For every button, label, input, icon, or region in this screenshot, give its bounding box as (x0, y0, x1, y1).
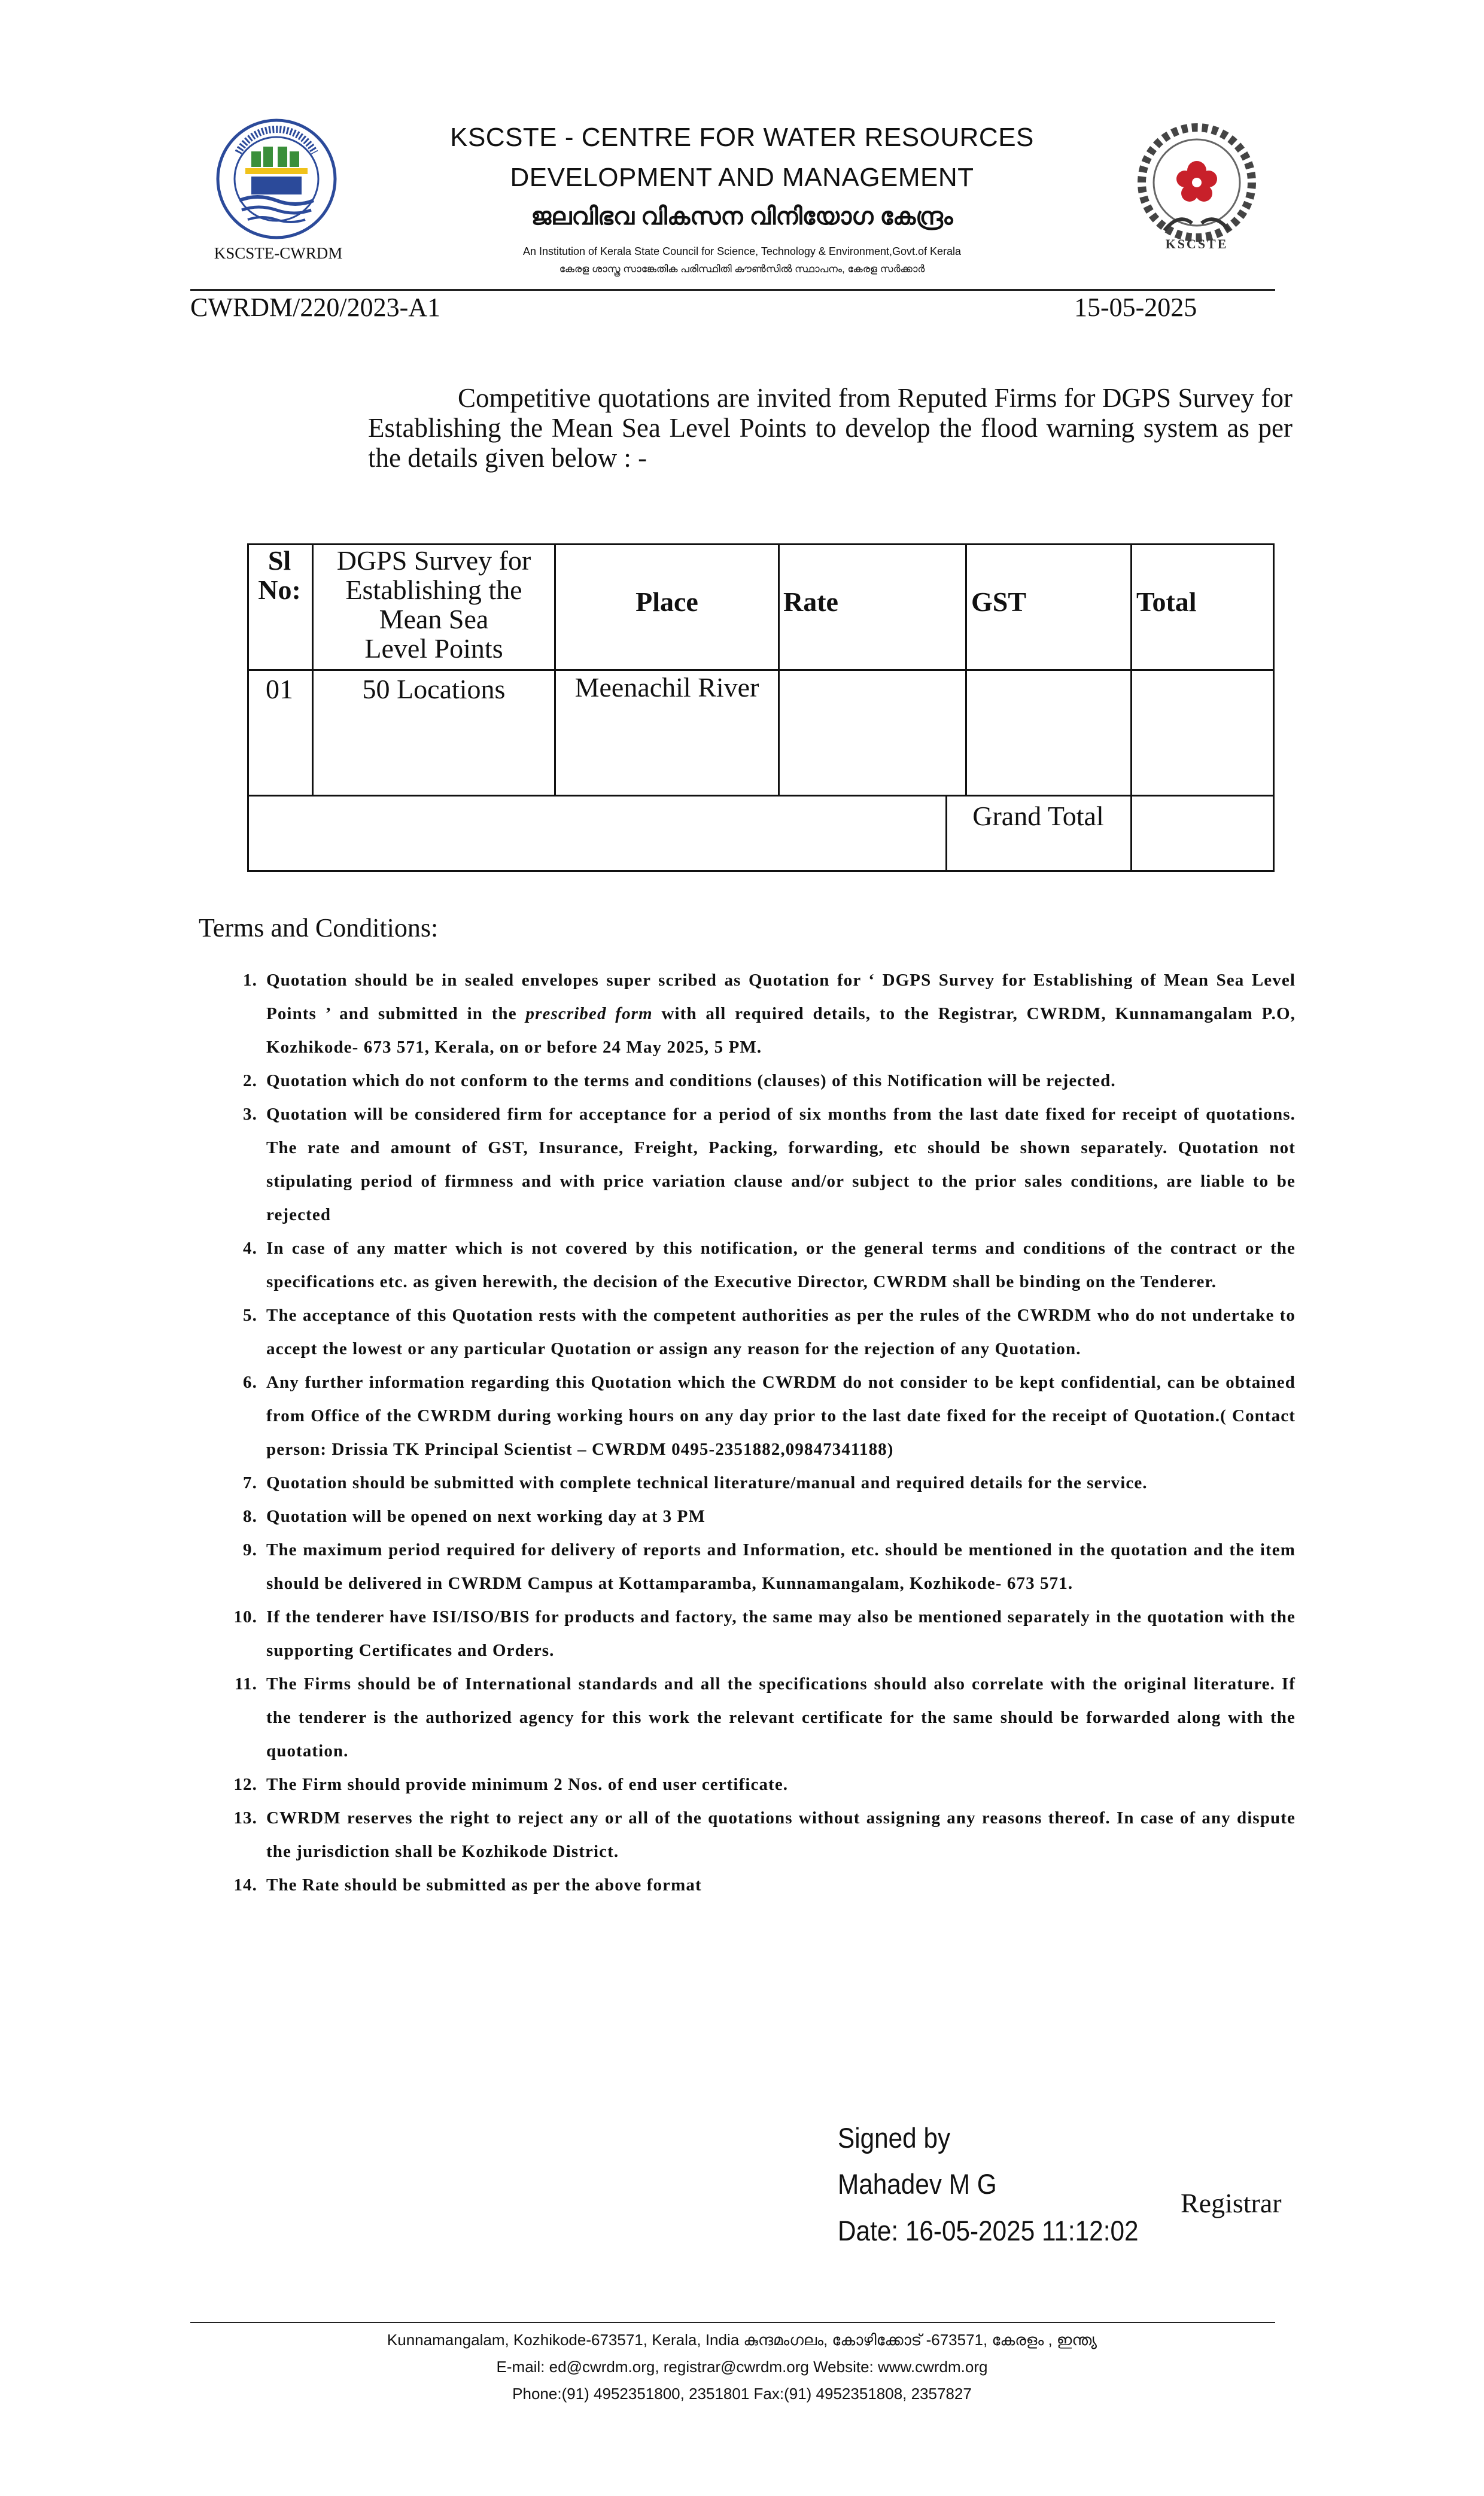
org-name-malayalam: ജലവിഭവ വികസന വിനിയോഗ കേന്ദ്രം (531, 203, 953, 230)
table-col-divider-2 (554, 543, 556, 796)
term-number: 10. (233, 1607, 257, 1626)
kscste-logo (1125, 117, 1269, 260)
logo-right-caption: KSCSTE (1165, 236, 1228, 251)
term-text: CWRDM reserves the right to reject any or all of the quotations without assigning any reasons thereof. In case of any dispute the jurisdiction shall be Kozhikode District. (266, 1808, 1296, 1861)
header-total: Total (1136, 586, 1197, 617)
term-number: 2. (243, 1071, 257, 1090)
term-number: 4. (243, 1239, 257, 1258)
term-number: 6. (243, 1373, 257, 1392)
signature-name: Mahadev M G (838, 2168, 997, 2200)
term-text: The acceptance of this Quotation rests with the competent authorities as per the rules of the CWRDM who do not undertake to accept the lowest or any particular Quotation or assign any reason for the rejection of any Quotation. (266, 1306, 1296, 1358)
term-item (227, 1768, 1296, 1801)
row-sl: 01 (266, 674, 293, 704)
term-text-post: with all required details, to the Registrar, CWRDM, Kunnamangalam P.O, Kozhikode- 673 571, Kerala, on or before 24 May 2025, 5 PM. (266, 1004, 1296, 1057)
table-col-divider-5 (1130, 543, 1132, 872)
term-text: The Firm should provide minimum 2 Nos. of end user certificate. (266, 1775, 789, 1794)
term-text: Quotation will be opened on next working day at 3 PM (266, 1507, 705, 1526)
term-number: 12. (233, 1775, 257, 1794)
term-item (227, 1500, 1296, 1533)
term-number: 1. (243, 971, 257, 990)
header-rate: Rate (783, 586, 838, 617)
logo-left-caption: KSCSTE-CWRDM (214, 244, 343, 262)
term-text: The Rate should be submitted as per the above format (266, 1875, 702, 1895)
term-text: Quotation will be considered firm for acceptance for a period of six months from the last date fixed for receipt of quotations. The rate and amount of GST, Insurance, Freight, Packing, forwarding, etc should be shown separately. Quotation not stipulating period of firmness and with price variation clause and/or subject to the prior sales conditions, are liable to be rejected (266, 1105, 1296, 1224)
term-item (227, 1801, 1296, 1868)
term-text: Quotation should be submitted with complete technical literature/manual and required details for the service. (266, 1473, 1148, 1492)
header-gst: GST (971, 586, 1027, 617)
row-place: Meenachil River (574, 672, 759, 703)
header-sl-line1: Sl (267, 545, 291, 576)
term-text-pre: Quotation should be in sealed envelopes super scribed as Quotation for ‘ (266, 971, 883, 990)
terms-title: Terms and Conditions: (199, 913, 439, 943)
table-border-bottom (247, 870, 1275, 872)
header-item-line3: Mean Sea (379, 604, 489, 634)
footer-divider (190, 2322, 1275, 2323)
term-text-mid: ’ and submitted in the (316, 1004, 526, 1023)
term-text: If the tenderer have ISI/ISO/BIS for products and factory, the same may also be mentioned separately in the quotation with the supporting Certificates and Orders. (266, 1607, 1296, 1660)
term-number: 3. (243, 1105, 257, 1124)
term-item (227, 1366, 1296, 1466)
intro-paragraph: Competitive quotations are invited from Reputed Firms for DGPS Survey for Establishing the Mean Sea Level Points to develop the flood warning system as per the details given below : - (368, 383, 1293, 473)
header-item-line1: DGPS Survey for (336, 545, 531, 576)
term-item (227, 963, 1296, 1064)
org-affiliation: An Institution of Kerala State Council for Science, Technology & Environment,Govt.of Kerala (522, 245, 962, 257)
footer-contact-email: E-mail: ed@cwrdm.org, registrar@cwrdm.org Website: www.cwrdm.org (496, 2358, 988, 2376)
footer-contact-phone: Phone:(91) 4952351800, 2351801 Fax:(91) 4952351808, 2357827 (512, 2385, 972, 2403)
term-number: 9. (243, 1540, 257, 1559)
term-number: 14. (233, 1875, 257, 1895)
signature-signed-by: Signed by (838, 2122, 951, 2154)
signature-date: Date: 16-05-2025 11:12:02 (838, 2215, 1139, 2246)
org-name-line1: KSCSTE - CENTRE FOR WATER RESOURCES (450, 123, 1034, 152)
terms-list (227, 963, 1296, 1902)
table-border-row1 (247, 669, 1275, 671)
table-col-divider-grand (945, 795, 947, 872)
term-text: In case of any matter which is not covered by this notification, or the general terms and conditions of the contract or the specifications etc. as given herewith, the decision of the Executive Director, CWRDM shall be binding on the Tenderer. (266, 1239, 1296, 1291)
table-border-row2 (247, 795, 1275, 796)
term-number: 5. (243, 1306, 257, 1325)
term-item (227, 1667, 1296, 1768)
term-item (227, 1064, 1296, 1097)
row-item: 50 Locations (362, 674, 506, 704)
org-affiliation-malayalam: കേരള ശാസ്ത്ര സാങ്കേതിക പരിസ്ഥിതി കൗൺസിൽ സ്ഥാപനം, കേരള സർക്കാർ (559, 263, 925, 275)
header-place: Place (635, 586, 698, 617)
quotation-table (247, 543, 1275, 871)
cwrdm-logo (215, 117, 338, 245)
header-item-line2: Establishing the (345, 574, 522, 605)
header-sl-line2: No: (258, 574, 301, 605)
reference-number: CWRDM/220/2023-A1 (190, 293, 440, 322)
term-number: 7. (243, 1473, 257, 1492)
term-item (227, 1232, 1296, 1299)
reference-date: 15-05-2025 (1074, 293, 1197, 322)
term-item (227, 1600, 1296, 1667)
term-text: Any further information regarding this Quotation which the CWRDM do not consider to be kept confidential, can be obtained from Office of the CWRDM during working hours on any day prior to the last date fixed for the receipt of Quotation.( Contact person: Drissia TK Principal Scientist – CWRDM 0495-2351882,09847341188) (266, 1373, 1296, 1459)
term-number: 11. (235, 1674, 257, 1694)
org-name-line2: DEVELOPMENT AND MANAGEMENT (510, 163, 974, 192)
table-col-divider-4 (965, 543, 967, 796)
term-item (227, 1533, 1296, 1600)
term-text: The maximum period required for delivery of reports and Information, etc. should be mentioned in the quotation and the item should be delivered in CWRDM Campus at Kottamparamba, Kunnamangalam, Kozhikode- 673 571. (266, 1540, 1296, 1593)
term-text: Quotation which do not conform to the terms and conditions (clauses) of this Notification will be rejected. (266, 1071, 1116, 1090)
signatory-role: Registrar (1181, 2188, 1282, 2218)
term-item (227, 1299, 1296, 1366)
header-item-line4: Level Points (364, 633, 503, 664)
term-text-bold: DGPS Survey for Establishing of Mean Sea Level Points (266, 971, 1296, 1023)
term-text: The Firms should be of International standards and all the specifications should also correlate with the original literature. If the tenderer is the authorized agency for this work the relevant certificate for the same should be forwarded along with the quotation. (266, 1674, 1296, 1761)
term-item (227, 1868, 1296, 1902)
grand-total-label: Grand Total (972, 801, 1104, 831)
table-col-divider-3 (778, 543, 780, 796)
term-item (227, 1097, 1296, 1232)
header-divider (190, 289, 1275, 291)
table-border-right (1273, 543, 1275, 872)
term-text-emphasis: prescribed form (525, 1004, 653, 1023)
term-number: 13. (233, 1808, 257, 1828)
footer-address: Kunnamangalam, Kozhikode-673571, Kerala, India കുന്ദമംഗലം, കോഴിക്കോട് -673571, കേരളം , ഇന്ത്യ (387, 2331, 1097, 2349)
term-item (227, 1466, 1296, 1500)
term-number: 8. (243, 1507, 257, 1526)
